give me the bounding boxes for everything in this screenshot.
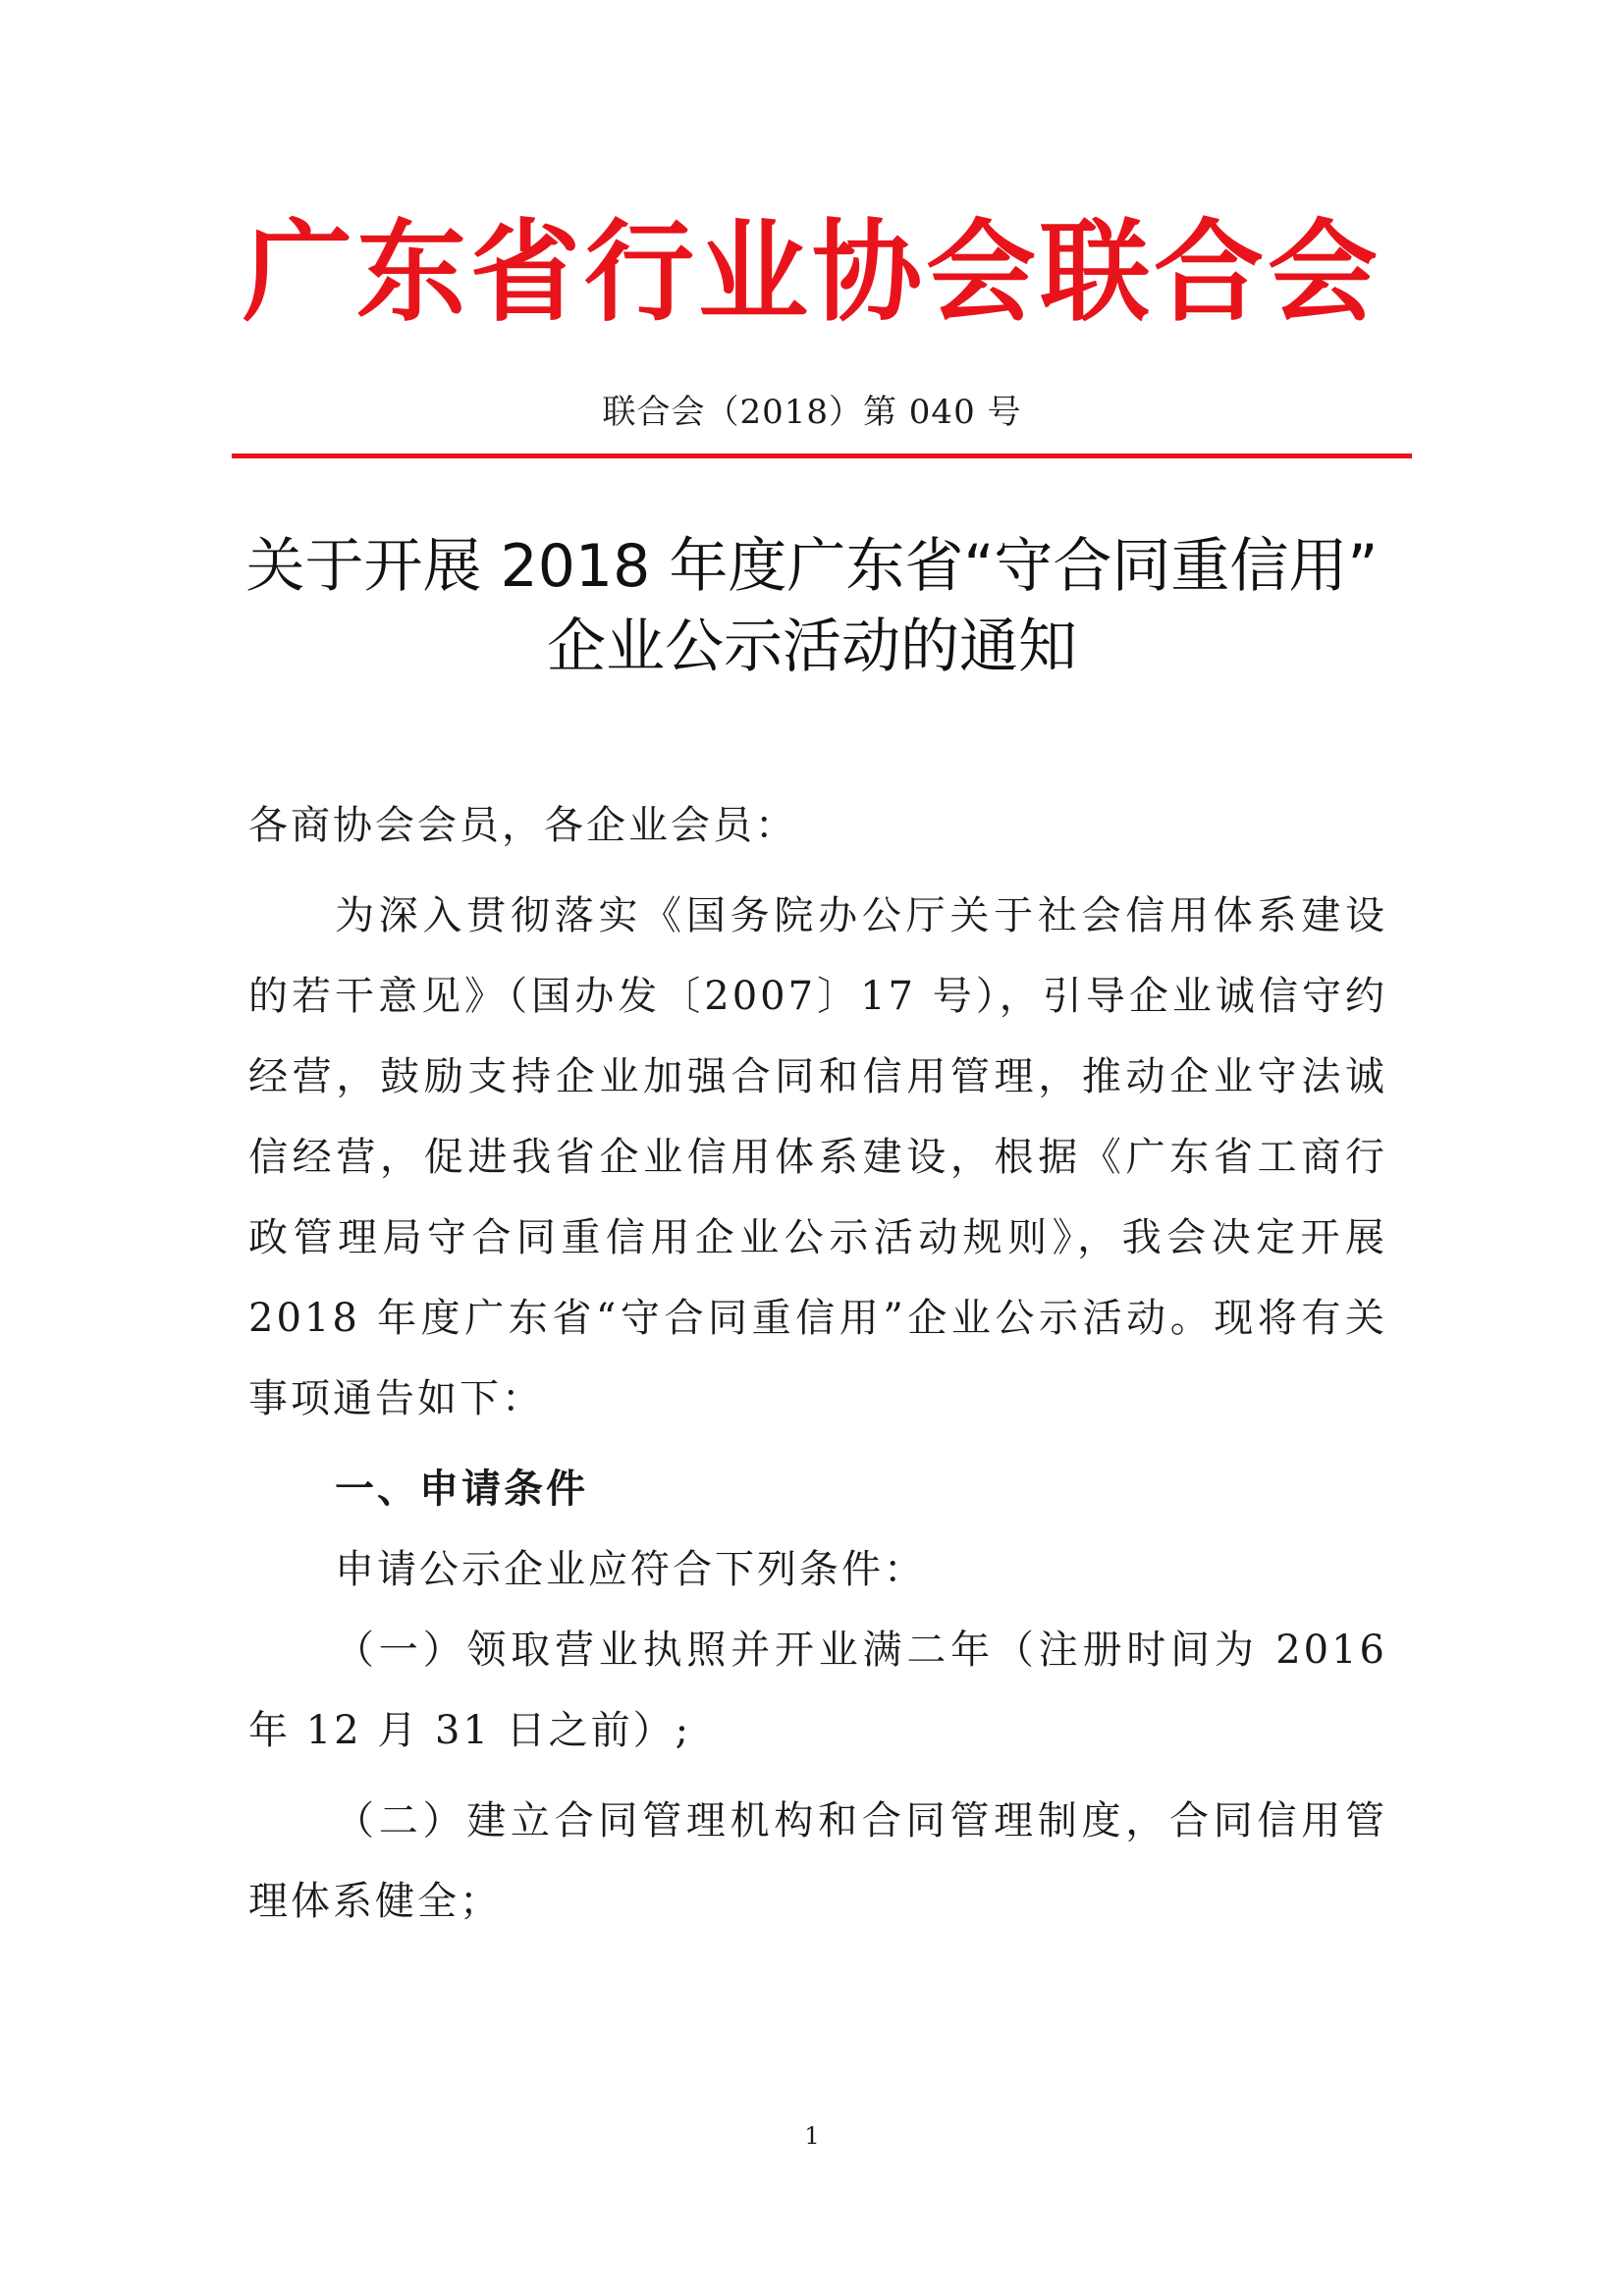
section-heading-conditions: 一、申请条件 xyxy=(335,1467,588,1512)
salutation: 各商协会会员，各企业会员： xyxy=(248,803,797,848)
notice-title-line-1: 关于开展 2018 年度广东省“守合同重信用” xyxy=(245,532,1379,601)
condition-item-1: （一）领取营业执照并开业满二年（注册时间为 2016 年 12 月 31 日之前）; xyxy=(248,1628,1387,1753)
notice-title-line-2: 企业公示活动的通知 xyxy=(547,613,1077,681)
notice-title xyxy=(0,526,1624,687)
condition-item-2: （二）建立合同管理机构和合同管理制度，合同信用管理体系健全； xyxy=(248,1798,1387,1924)
letterhead-divider xyxy=(232,454,1412,458)
conditions-lead: 申请公示企业应符合下列条件： xyxy=(335,1547,926,1592)
intro-paragraph: 为深入贯彻落实《国务院办公厅关于社会信用体系建设的若干意见》（国办发〔2007〕17 号），引导企业诚信守约经营，鼓励支持企业加强合同和信用管理，推动企业守法诚信经营，促进我省企业信用体系建设，根据《广东省工商行政管理局守合同重信用企业公示活动规则》，我会决定开展 2018 年度广东省“守合同重信用”企业公示活动。现将有关事项通告如下： xyxy=(248,893,1387,1421)
document-number: 联合会（2018）第 040 号 xyxy=(602,393,1022,432)
organization-letterhead: 广东省行业协会联合会 xyxy=(243,209,1381,337)
notice-body xyxy=(248,785,1387,1942)
page-number: 1 xyxy=(804,2122,820,2150)
